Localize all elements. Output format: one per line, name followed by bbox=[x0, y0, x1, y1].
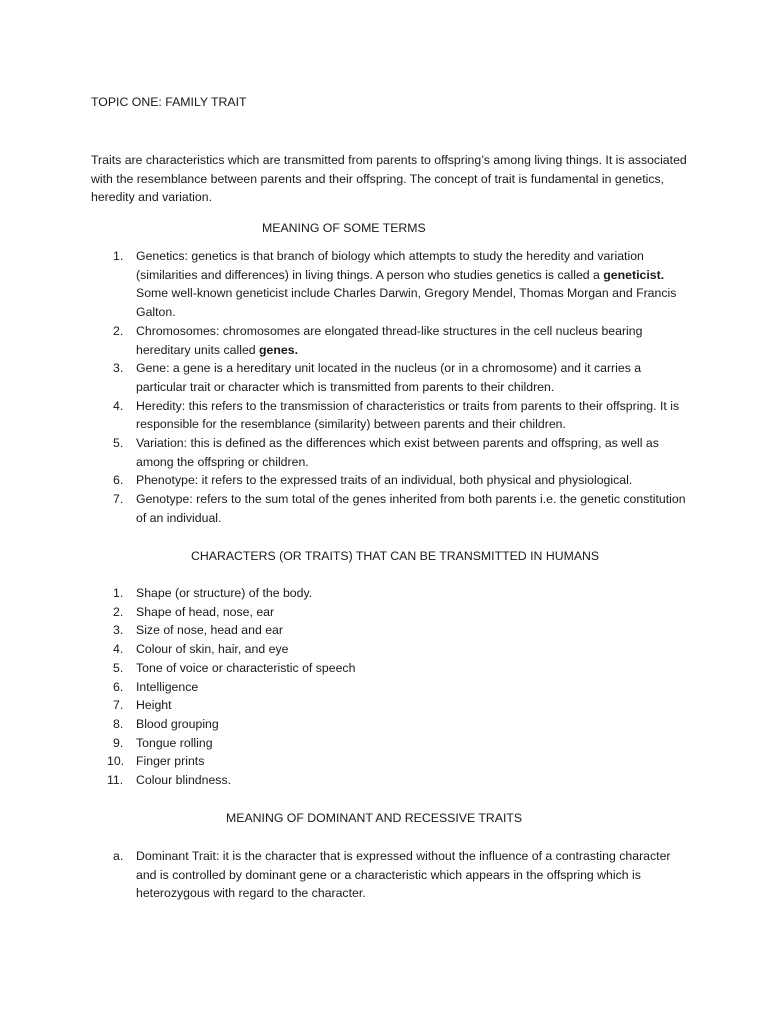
list-item: 2. Shape of head, nose, ear bbox=[91, 603, 691, 622]
list-item: 11. Colour blindness. bbox=[91, 771, 691, 790]
list-item: a. Dominant Trait: it is the character that is expressed without the influence of a contrasting character and is controlled by dominant gene or a characteristic which appears in the offspring which is heterozygous with regard to the character. bbox=[113, 849, 671, 901]
list-item: 9. Tongue rolling bbox=[91, 734, 691, 753]
list-number: 5. bbox=[113, 436, 124, 451]
list-number: 4. bbox=[113, 642, 124, 657]
list-item: 7. Genotype: refers to the sum total of the genes inherited from both parents i.e. the genetic constitution of an individual. bbox=[113, 492, 686, 525]
list-item: 6. Intelligence bbox=[91, 678, 691, 697]
list-item: 10. Finger prints bbox=[91, 752, 691, 771]
list-number: 11. bbox=[107, 773, 124, 788]
section-heading-terms: MEANING OF SOME TERMS bbox=[262, 221, 426, 235]
list-number: 7. bbox=[113, 492, 124, 507]
list-number: 3. bbox=[113, 361, 124, 376]
list-number: 6. bbox=[113, 473, 124, 488]
terms-list bbox=[91, 247, 691, 528]
list-item: 4. Colour of skin, hair, and eye bbox=[91, 640, 691, 659]
list-number: 3. bbox=[113, 623, 124, 638]
list-item: 2. Chromosomes: chromosomes are elongated thread-like structures in the cell nucleus bearing hereditary units called genes. bbox=[113, 323, 643, 357]
characters-list bbox=[91, 584, 691, 790]
list-number: 1. bbox=[113, 249, 124, 263]
list-number: 5. bbox=[113, 660, 124, 675]
bold-term: genes. bbox=[259, 342, 299, 357]
list-number: 8. bbox=[113, 716, 124, 731]
list-item: 5. Tone of voice or characteristic of speech bbox=[91, 659, 691, 678]
list-number: 1. bbox=[113, 586, 124, 600]
dominance-list bbox=[91, 847, 691, 903]
list-number: 2. bbox=[113, 604, 124, 619]
list-number: 4. bbox=[113, 398, 124, 413]
list-item: 4. Heredity: this refers to the transmission of characteristics or traits from parents to their offspring. It is responsible for the resemblance (similarity) between parents and their children. bbox=[113, 398, 680, 432]
list-number: 2. bbox=[113, 323, 124, 338]
list-item: 6. Phenotype: it refers to the expressed traits of an individual, both physical and physiological. bbox=[91, 471, 691, 490]
list-item: 5. Variation: this is defined as the differences which exist between parents and offspring, as well as among the offspring or children. bbox=[113, 436, 659, 469]
list-number: 7. bbox=[113, 698, 124, 713]
list-item: 1. Shape (or structure) of the body. bbox=[91, 584, 691, 603]
list-item: 3. Gene: a gene is a hereditary unit located in the nucleus (or in a chromosome) and it carries a particular trait or character which is transmitted from parents to their children. bbox=[113, 361, 642, 394]
list-number: 6. bbox=[113, 679, 124, 694]
list-item: 8. Blood grouping bbox=[91, 715, 691, 734]
list-number: 10. bbox=[107, 754, 125, 769]
list-item: 7. Height bbox=[91, 696, 691, 715]
list-letter: a. bbox=[113, 849, 124, 863]
document-title: TOPIC ONE: FAMILY TRAIT bbox=[91, 95, 247, 109]
list-item: 3. Size of nose, head and ear bbox=[91, 621, 691, 640]
list-item: 1. Genetics: genetics is that branch of biology which attempts to study the heredity and variation (similarities and differences) in living things. A person who studies genetics is called a geneticist. Some well-known geneticist include Charles Darwin, Gregory Mendel, Thomas Morgan and Francis Galton. bbox=[113, 249, 677, 320]
bold-term: geneticist. bbox=[603, 267, 665, 282]
intro-paragraph: Traits are characteristics which are transmitted from parents to offspring’s among living things. It is associated with the resemblance between parents and their offspring. The concept of trait is fundamental in genetics, heredity and variation. bbox=[91, 153, 687, 205]
list-number: 9. bbox=[113, 735, 124, 750]
section-heading-characters: CHARACTERS (OR TRAITS) THAT CAN BE TRANSMITTED IN HUMANS bbox=[191, 549, 600, 563]
section-heading-dominant-recessive: MEANING OF DOMINANT AND RECESSIVE TRAITS bbox=[226, 811, 523, 825]
